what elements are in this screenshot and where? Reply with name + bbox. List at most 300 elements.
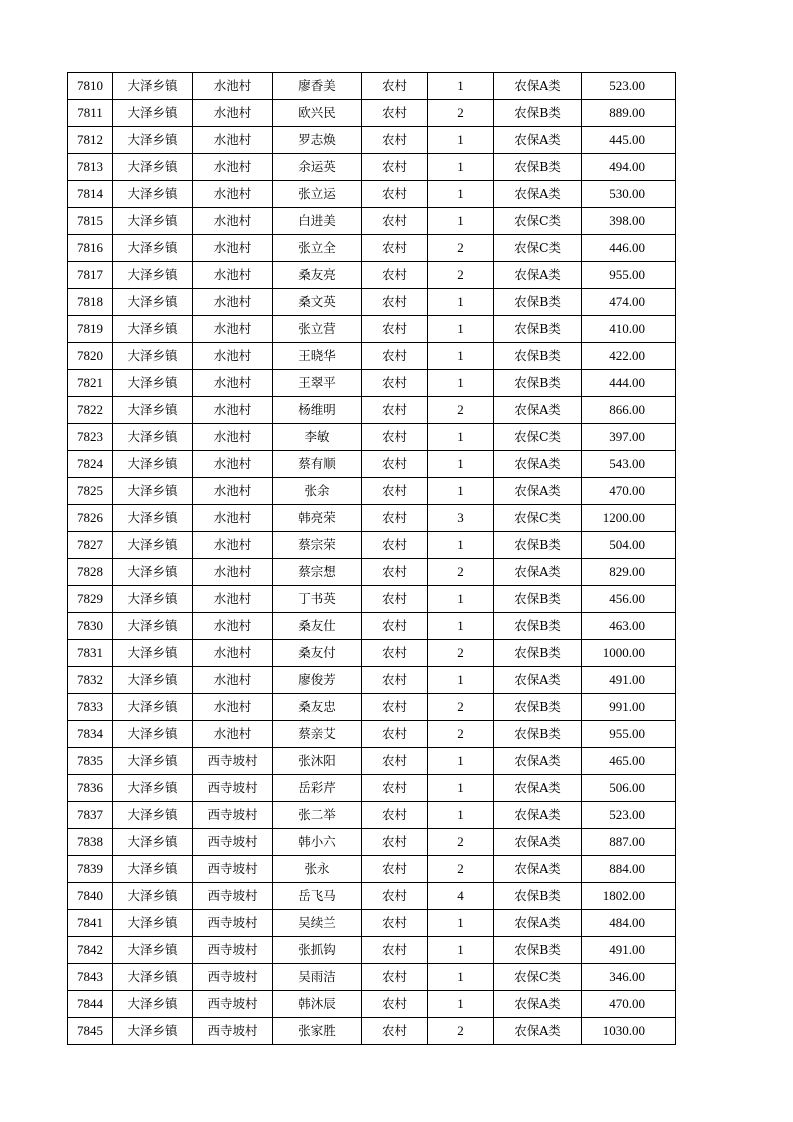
cell-amount: 446.00 (582, 235, 676, 262)
cell-household-type: 农村 (362, 478, 428, 505)
cell-household-type: 农村 (362, 1018, 428, 1045)
cell-household-type: 农村 (362, 235, 428, 262)
cell-member-count: 2 (428, 397, 494, 424)
cell-village: 水池村 (193, 262, 273, 289)
cell-town: 大泽乡镇 (113, 964, 193, 991)
cell-amount: 465.00 (582, 748, 676, 775)
table-row (68, 883, 676, 910)
cell-town: 大泽乡镇 (113, 370, 193, 397)
cell-village: 水池村 (193, 154, 273, 181)
cell-member-count: 1 (428, 208, 494, 235)
cell-member-count: 1 (428, 73, 494, 100)
beneficiary-table (67, 72, 676, 1045)
cell-member-count: 1 (428, 181, 494, 208)
cell-amount: 889.00 (582, 100, 676, 127)
cell-row-number: 7821 (68, 370, 113, 397)
cell-insurance-category: 农保B类 (494, 613, 582, 640)
cell-town: 大泽乡镇 (113, 424, 193, 451)
cell-name: 丁书英 (273, 586, 362, 613)
cell-insurance-category: 农保B类 (494, 640, 582, 667)
table-row (68, 208, 676, 235)
cell-name: 廖香美 (273, 73, 362, 100)
cell-village: 西寺坡村 (193, 964, 273, 991)
cell-insurance-category: 农保A类 (494, 748, 582, 775)
table-row (68, 1018, 676, 1045)
cell-row-number: 7831 (68, 640, 113, 667)
cell-row-number: 7813 (68, 154, 113, 181)
cell-member-count: 1 (428, 127, 494, 154)
cell-insurance-category: 农保B类 (494, 289, 582, 316)
cell-insurance-category: 农保A类 (494, 802, 582, 829)
cell-name: 桑友付 (273, 640, 362, 667)
cell-member-count: 2 (428, 559, 494, 586)
cell-village: 水池村 (193, 694, 273, 721)
cell-row-number: 7818 (68, 289, 113, 316)
cell-town: 大泽乡镇 (113, 100, 193, 127)
cell-amount: 398.00 (582, 208, 676, 235)
cell-household-type: 农村 (362, 559, 428, 586)
table-row (68, 937, 676, 964)
cell-amount: 494.00 (582, 154, 676, 181)
cell-name: 张二举 (273, 802, 362, 829)
cell-name: 李敏 (273, 424, 362, 451)
cell-village: 西寺坡村 (193, 883, 273, 910)
cell-village: 水池村 (193, 667, 273, 694)
cell-row-number: 7815 (68, 208, 113, 235)
cell-village: 水池村 (193, 208, 273, 235)
cell-name: 白进美 (273, 208, 362, 235)
cell-insurance-category: 农保A类 (494, 397, 582, 424)
cell-amount: 445.00 (582, 127, 676, 154)
cell-row-number: 7834 (68, 721, 113, 748)
cell-amount: 491.00 (582, 667, 676, 694)
cell-household-type: 农村 (362, 964, 428, 991)
cell-village: 水池村 (193, 478, 273, 505)
cell-village: 水池村 (193, 721, 273, 748)
cell-amount: 1802.00 (582, 883, 676, 910)
cell-member-count: 2 (428, 856, 494, 883)
cell-row-number: 7840 (68, 883, 113, 910)
cell-household-type: 农村 (362, 370, 428, 397)
table-row (68, 694, 676, 721)
cell-amount: 1030.00 (582, 1018, 676, 1045)
cell-town: 大泽乡镇 (113, 883, 193, 910)
cell-amount: 504.00 (582, 532, 676, 559)
cell-insurance-category: 农保B类 (494, 370, 582, 397)
cell-amount: 491.00 (582, 937, 676, 964)
cell-amount: 456.00 (582, 586, 676, 613)
cell-name: 吴续兰 (273, 910, 362, 937)
cell-village: 西寺坡村 (193, 910, 273, 937)
table-row (68, 586, 676, 613)
cell-amount: 829.00 (582, 559, 676, 586)
table-row (68, 235, 676, 262)
table-row (68, 478, 676, 505)
table-row (68, 505, 676, 532)
cell-row-number: 7845 (68, 1018, 113, 1045)
cell-household-type: 农村 (362, 505, 428, 532)
cell-household-type: 农村 (362, 910, 428, 937)
cell-insurance-category: 农保A类 (494, 829, 582, 856)
cell-town: 大泽乡镇 (113, 1018, 193, 1045)
cell-name: 王翠平 (273, 370, 362, 397)
cell-village: 西寺坡村 (193, 1018, 273, 1045)
cell-name: 蔡有顺 (273, 451, 362, 478)
cell-name: 蔡宗荣 (273, 532, 362, 559)
cell-household-type: 农村 (362, 451, 428, 478)
table-row (68, 721, 676, 748)
cell-row-number: 7822 (68, 397, 113, 424)
cell-member-count: 2 (428, 262, 494, 289)
cell-town: 大泽乡镇 (113, 856, 193, 883)
cell-household-type: 农村 (362, 856, 428, 883)
cell-row-number: 7829 (68, 586, 113, 613)
cell-town: 大泽乡镇 (113, 613, 193, 640)
cell-village: 水池村 (193, 181, 273, 208)
table-row (68, 127, 676, 154)
table-row (68, 343, 676, 370)
cell-row-number: 7825 (68, 478, 113, 505)
cell-row-number: 7841 (68, 910, 113, 937)
cell-member-count: 4 (428, 883, 494, 910)
cell-name: 张立运 (273, 181, 362, 208)
cell-name: 张余 (273, 478, 362, 505)
cell-household-type: 农村 (362, 397, 428, 424)
cell-insurance-category: 农保A类 (494, 910, 582, 937)
table-body (68, 73, 676, 1045)
cell-name: 韩小六 (273, 829, 362, 856)
cell-town: 大泽乡镇 (113, 748, 193, 775)
cell-village: 西寺坡村 (193, 991, 273, 1018)
cell-member-count: 1 (428, 910, 494, 937)
cell-insurance-category: 农保B类 (494, 937, 582, 964)
cell-insurance-category: 农保B类 (494, 586, 582, 613)
cell-name: 廖俊芳 (273, 667, 362, 694)
cell-insurance-category: 农保A类 (494, 478, 582, 505)
cell-name: 岳飞马 (273, 883, 362, 910)
cell-village: 水池村 (193, 100, 273, 127)
cell-row-number: 7814 (68, 181, 113, 208)
cell-name: 桑友亮 (273, 262, 362, 289)
cell-member-count: 2 (428, 1018, 494, 1045)
cell-household-type: 农村 (362, 694, 428, 721)
cell-village: 水池村 (193, 640, 273, 667)
cell-village: 水池村 (193, 424, 273, 451)
cell-member-count: 1 (428, 775, 494, 802)
cell-insurance-category: 农保A类 (494, 127, 582, 154)
cell-name: 岳彩芹 (273, 775, 362, 802)
cell-member-count: 2 (428, 694, 494, 721)
cell-name: 吴雨洁 (273, 964, 362, 991)
cell-amount: 444.00 (582, 370, 676, 397)
cell-amount: 470.00 (582, 478, 676, 505)
table-row (68, 424, 676, 451)
cell-town: 大泽乡镇 (113, 640, 193, 667)
cell-member-count: 1 (428, 667, 494, 694)
cell-insurance-category: 农保B类 (494, 100, 582, 127)
cell-row-number: 7828 (68, 559, 113, 586)
cell-amount: 506.00 (582, 775, 676, 802)
cell-insurance-category: 农保B类 (494, 343, 582, 370)
cell-household-type: 农村 (362, 289, 428, 316)
cell-amount: 955.00 (582, 721, 676, 748)
cell-row-number: 7833 (68, 694, 113, 721)
cell-amount: 887.00 (582, 829, 676, 856)
cell-town: 大泽乡镇 (113, 559, 193, 586)
cell-member-count: 1 (428, 370, 494, 397)
cell-member-count: 2 (428, 640, 494, 667)
cell-insurance-category: 农保A类 (494, 451, 582, 478)
cell-amount: 397.00 (582, 424, 676, 451)
cell-household-type: 农村 (362, 586, 428, 613)
cell-member-count: 1 (428, 478, 494, 505)
cell-town: 大泽乡镇 (113, 694, 193, 721)
cell-village: 水池村 (193, 289, 273, 316)
cell-household-type: 农村 (362, 748, 428, 775)
cell-member-count: 1 (428, 343, 494, 370)
cell-village: 水池村 (193, 451, 273, 478)
cell-name: 张永 (273, 856, 362, 883)
table-row (68, 154, 676, 181)
cell-row-number: 7839 (68, 856, 113, 883)
cell-village: 水池村 (193, 586, 273, 613)
table-row (68, 991, 676, 1018)
cell-village: 水池村 (193, 532, 273, 559)
table-row (68, 181, 676, 208)
cell-insurance-category: 农保B类 (494, 883, 582, 910)
cell-member-count: 1 (428, 937, 494, 964)
cell-row-number: 7838 (68, 829, 113, 856)
cell-amount: 1200.00 (582, 505, 676, 532)
cell-household-type: 农村 (362, 883, 428, 910)
cell-town: 大泽乡镇 (113, 208, 193, 235)
table-row (68, 667, 676, 694)
cell-village: 水池村 (193, 316, 273, 343)
cell-amount: 470.00 (582, 991, 676, 1018)
cell-household-type: 农村 (362, 721, 428, 748)
cell-insurance-category: 农保C类 (494, 235, 582, 262)
table-row (68, 964, 676, 991)
cell-insurance-category: 农保C类 (494, 505, 582, 532)
cell-member-count: 1 (428, 316, 494, 343)
cell-household-type: 农村 (362, 181, 428, 208)
cell-name: 欧兴民 (273, 100, 362, 127)
cell-row-number: 7827 (68, 532, 113, 559)
cell-village: 水池村 (193, 235, 273, 262)
cell-row-number: 7843 (68, 964, 113, 991)
cell-member-count: 1 (428, 154, 494, 181)
cell-amount: 955.00 (582, 262, 676, 289)
cell-town: 大泽乡镇 (113, 397, 193, 424)
cell-row-number: 7837 (68, 802, 113, 829)
cell-household-type: 农村 (362, 640, 428, 667)
table-row (68, 532, 676, 559)
cell-name: 蔡亲艾 (273, 721, 362, 748)
cell-row-number: 7823 (68, 424, 113, 451)
cell-town: 大泽乡镇 (113, 478, 193, 505)
cell-insurance-category: 农保B类 (494, 721, 582, 748)
cell-household-type: 农村 (362, 127, 428, 154)
cell-row-number: 7842 (68, 937, 113, 964)
cell-member-count: 1 (428, 289, 494, 316)
cell-household-type: 农村 (362, 532, 428, 559)
cell-member-count: 3 (428, 505, 494, 532)
table-row (68, 100, 676, 127)
cell-town: 大泽乡镇 (113, 451, 193, 478)
cell-member-count: 1 (428, 964, 494, 991)
cell-row-number: 7810 (68, 73, 113, 100)
cell-row-number: 7812 (68, 127, 113, 154)
cell-amount: 346.00 (582, 964, 676, 991)
cell-name: 韩沐辰 (273, 991, 362, 1018)
table-row (68, 829, 676, 856)
cell-member-count: 1 (428, 586, 494, 613)
cell-member-count: 1 (428, 613, 494, 640)
cell-amount: 530.00 (582, 181, 676, 208)
table-row (68, 559, 676, 586)
cell-member-count: 1 (428, 748, 494, 775)
cell-town: 大泽乡镇 (113, 235, 193, 262)
cell-member-count: 1 (428, 451, 494, 478)
cell-household-type: 农村 (362, 829, 428, 856)
cell-insurance-category: 农保B类 (494, 154, 582, 181)
cell-row-number: 7811 (68, 100, 113, 127)
cell-row-number: 7820 (68, 343, 113, 370)
cell-member-count: 1 (428, 532, 494, 559)
cell-amount: 991.00 (582, 694, 676, 721)
cell-town: 大泽乡镇 (113, 505, 193, 532)
table-row (68, 748, 676, 775)
cell-town: 大泽乡镇 (113, 775, 193, 802)
cell-amount: 523.00 (582, 73, 676, 100)
cell-town: 大泽乡镇 (113, 343, 193, 370)
cell-village: 水池村 (193, 370, 273, 397)
cell-row-number: 7819 (68, 316, 113, 343)
cell-name: 张立营 (273, 316, 362, 343)
cell-town: 大泽乡镇 (113, 127, 193, 154)
cell-insurance-category: 农保A类 (494, 559, 582, 586)
table-row (68, 370, 676, 397)
cell-member-count: 2 (428, 829, 494, 856)
cell-household-type: 农村 (362, 613, 428, 640)
cell-insurance-category: 农保C类 (494, 964, 582, 991)
cell-row-number: 7816 (68, 235, 113, 262)
table-row (68, 802, 676, 829)
cell-household-type: 农村 (362, 100, 428, 127)
cell-name: 张沐阳 (273, 748, 362, 775)
cell-village: 水池村 (193, 73, 273, 100)
cell-member-count: 2 (428, 100, 494, 127)
cell-household-type: 农村 (362, 667, 428, 694)
cell-row-number: 7836 (68, 775, 113, 802)
cell-town: 大泽乡镇 (113, 910, 193, 937)
cell-village: 西寺坡村 (193, 775, 273, 802)
cell-row-number: 7826 (68, 505, 113, 532)
cell-row-number: 7817 (68, 262, 113, 289)
cell-row-number: 7824 (68, 451, 113, 478)
table-row (68, 856, 676, 883)
cell-village: 西寺坡村 (193, 856, 273, 883)
cell-name: 张抓钩 (273, 937, 362, 964)
table-row (68, 316, 676, 343)
cell-insurance-category: 农保C类 (494, 424, 582, 451)
cell-village: 西寺坡村 (193, 937, 273, 964)
table-row (68, 451, 676, 478)
cell-town: 大泽乡镇 (113, 316, 193, 343)
cell-member-count: 2 (428, 235, 494, 262)
cell-village: 水池村 (193, 343, 273, 370)
cell-amount: 463.00 (582, 613, 676, 640)
cell-insurance-category: 农保A类 (494, 262, 582, 289)
cell-member-count: 1 (428, 802, 494, 829)
cell-row-number: 7830 (68, 613, 113, 640)
cell-name: 桑友忠 (273, 694, 362, 721)
cell-town: 大泽乡镇 (113, 181, 193, 208)
cell-town: 大泽乡镇 (113, 802, 193, 829)
cell-name: 蔡宗想 (273, 559, 362, 586)
cell-insurance-category: 农保A类 (494, 73, 582, 100)
cell-row-number: 7844 (68, 991, 113, 1018)
table-row (68, 262, 676, 289)
cell-name: 罗志焕 (273, 127, 362, 154)
cell-household-type: 农村 (362, 73, 428, 100)
cell-insurance-category: 农保A类 (494, 1018, 582, 1045)
cell-household-type: 农村 (362, 154, 428, 181)
cell-name: 张家胜 (273, 1018, 362, 1045)
cell-insurance-category: 农保B类 (494, 532, 582, 559)
table-row (68, 613, 676, 640)
cell-name: 韩亮荣 (273, 505, 362, 532)
cell-town: 大泽乡镇 (113, 289, 193, 316)
table-row (68, 910, 676, 937)
cell-insurance-category: 农保A类 (494, 991, 582, 1018)
cell-town: 大泽乡镇 (113, 532, 193, 559)
cell-amount: 884.00 (582, 856, 676, 883)
cell-insurance-category: 农保B类 (494, 316, 582, 343)
cell-village: 水池村 (193, 559, 273, 586)
cell-insurance-category: 农保C类 (494, 208, 582, 235)
cell-name: 桑友仕 (273, 613, 362, 640)
cell-amount: 422.00 (582, 343, 676, 370)
cell-town: 大泽乡镇 (113, 154, 193, 181)
cell-insurance-category: 农保A类 (494, 667, 582, 694)
cell-row-number: 7835 (68, 748, 113, 775)
cell-amount: 474.00 (582, 289, 676, 316)
cell-amount: 1000.00 (582, 640, 676, 667)
cell-household-type: 农村 (362, 991, 428, 1018)
table-row (68, 397, 676, 424)
cell-name: 桑文英 (273, 289, 362, 316)
cell-household-type: 农村 (362, 208, 428, 235)
cell-village: 水池村 (193, 505, 273, 532)
cell-town: 大泽乡镇 (113, 262, 193, 289)
cell-town: 大泽乡镇 (113, 667, 193, 694)
cell-name: 杨维明 (273, 397, 362, 424)
cell-village: 西寺坡村 (193, 748, 273, 775)
cell-town: 大泽乡镇 (113, 73, 193, 100)
cell-amount: 484.00 (582, 910, 676, 937)
cell-town: 大泽乡镇 (113, 586, 193, 613)
cell-name: 王晓华 (273, 343, 362, 370)
cell-member-count: 1 (428, 424, 494, 451)
cell-amount: 410.00 (582, 316, 676, 343)
table-row (68, 640, 676, 667)
cell-household-type: 农村 (362, 316, 428, 343)
cell-town: 大泽乡镇 (113, 829, 193, 856)
cell-name: 余运英 (273, 154, 362, 181)
cell-amount: 523.00 (582, 802, 676, 829)
cell-member-count: 1 (428, 991, 494, 1018)
